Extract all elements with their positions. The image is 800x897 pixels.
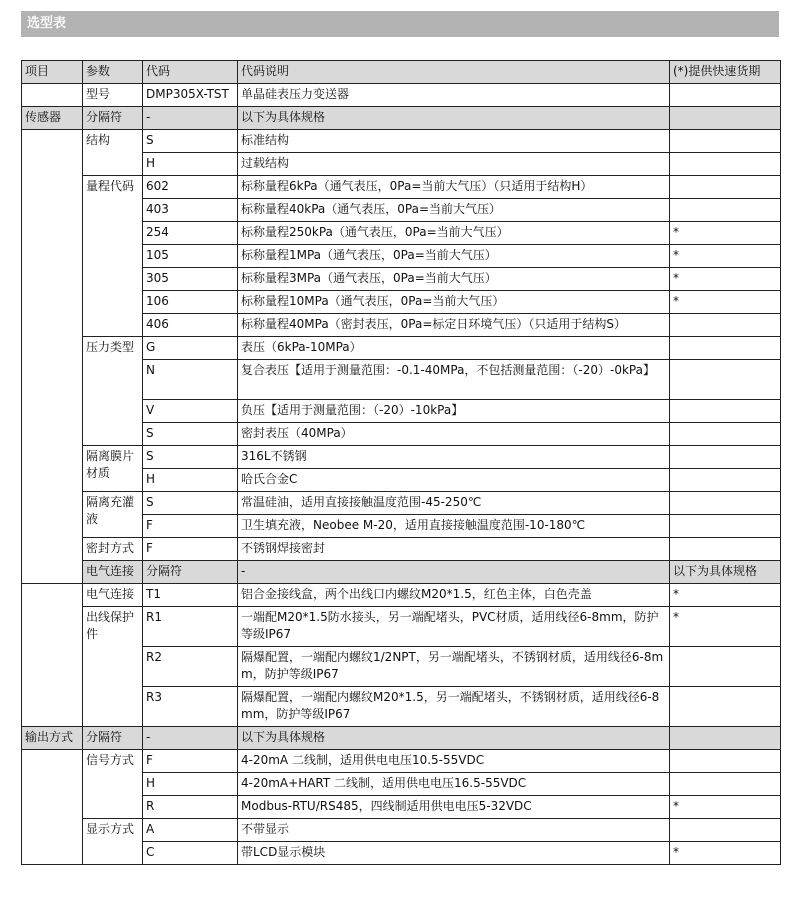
desc-cell: 表压（6kPa-10MPa） bbox=[238, 337, 670, 360]
param-cell: 隔离膜片材质 bbox=[83, 446, 143, 492]
fast-cell bbox=[670, 130, 781, 153]
desc-cell: 标称量程6kPa（通气表压，0Pa=当前大气压）（只适用于结构H） bbox=[238, 176, 670, 199]
item-cell bbox=[22, 84, 83, 107]
desc-cell: 隔爆配置，一端配内螺纹1/2NPT，另一端配堵头，不锈钢材质，适用线径6-8mm，防护等级IP67 bbox=[238, 647, 670, 687]
code-cell: H bbox=[143, 153, 238, 176]
fast-cell: * bbox=[670, 584, 781, 607]
param-cell: 型号 bbox=[83, 84, 143, 107]
header-cell: 代码 bbox=[143, 61, 238, 84]
code-cell: - bbox=[143, 727, 238, 750]
fast-cell bbox=[670, 360, 781, 400]
fast-cell bbox=[670, 153, 781, 176]
desc-cell: 卫生填充液，Neobee M-20，适用直接接触温度范围-10-180℃ bbox=[238, 515, 670, 538]
desc-cell: 以下为具体规格 bbox=[238, 107, 670, 130]
code-cell: T1 bbox=[143, 584, 238, 607]
param-cell: 压力类型 bbox=[83, 337, 143, 446]
table-row bbox=[22, 584, 781, 607]
param-cell: 量程代码 bbox=[83, 176, 143, 337]
code-cell: - bbox=[238, 561, 670, 584]
fast-cell bbox=[670, 84, 781, 107]
desc-cell: 标准结构 bbox=[238, 130, 670, 153]
fast-cell bbox=[670, 469, 781, 492]
param-cell: 分隔符 bbox=[83, 107, 143, 130]
param-cell: 出线保护件 bbox=[83, 607, 143, 727]
fast-cell bbox=[670, 727, 781, 750]
code-cell: R2 bbox=[143, 647, 238, 687]
desc-cell: 铝合金接线盒，两个出线口内螺纹M20*1.5，红色主体，白色壳盖 bbox=[238, 584, 670, 607]
code-cell: V bbox=[143, 400, 238, 423]
param-cell: 结构 bbox=[83, 130, 143, 176]
item-cell bbox=[22, 750, 83, 865]
fast-cell bbox=[670, 647, 781, 687]
desc-cell: 标称量程10MPa（通气表压，0Pa=当前大气压） bbox=[238, 291, 670, 314]
fast-cell bbox=[670, 515, 781, 538]
fast-cell bbox=[670, 176, 781, 199]
fast-cell bbox=[670, 107, 781, 130]
desc-cell: 复合表压【适用于测量范围：-0.1-40MPa，不包括测量范围：（-20）-0kPa】 bbox=[238, 360, 670, 400]
table-row bbox=[22, 84, 781, 107]
fast-cell bbox=[670, 687, 781, 727]
code-cell: A bbox=[143, 819, 238, 842]
desc-cell: 负压【适用于测量范围：（-20）-10kPa】 bbox=[238, 400, 670, 423]
table-row bbox=[22, 446, 781, 469]
separator-row bbox=[22, 107, 781, 130]
item-cell: 输出方式 bbox=[22, 727, 83, 750]
param-cell: 信号方式 bbox=[83, 750, 143, 819]
code-cell: S bbox=[143, 492, 238, 515]
desc-cell: 以下为具体规格 bbox=[238, 727, 670, 750]
desc-cell: 密封表压（40MPa） bbox=[238, 423, 670, 446]
code-cell: S bbox=[143, 446, 238, 469]
desc-cell: 4-20mA+HART 二线制，适用供电电压16.5-55VDC bbox=[238, 773, 670, 796]
table-row bbox=[22, 337, 781, 360]
param-cell: 显示方式 bbox=[83, 819, 143, 865]
fast-cell bbox=[670, 446, 781, 469]
desc-cell: 单晶硅表压力变送器 bbox=[238, 84, 670, 107]
fast-cell: * bbox=[670, 796, 781, 819]
code-cell: 105 bbox=[143, 245, 238, 268]
fast-cell: * bbox=[670, 842, 781, 865]
desc-cell: 标称量程40MPa（密封表压，0Pa=标定日环境气压）（只适用于结构S） bbox=[238, 314, 670, 337]
fast-cell bbox=[670, 199, 781, 222]
desc-cell: 隔爆配置，一端配内螺纹M20*1.5，另一端配堵头，不锈钢材质，适用线径6-8mm，防护等级IP67 bbox=[238, 687, 670, 727]
desc-cell: 4-20mA 二线制，适用供电电压10.5-55VDC bbox=[238, 750, 670, 773]
code-cell: G bbox=[143, 337, 238, 360]
code-cell: F bbox=[143, 750, 238, 773]
desc-cell: 过载结构 bbox=[238, 153, 670, 176]
fast-cell bbox=[670, 819, 781, 842]
fast-cell bbox=[670, 400, 781, 423]
header-cell: 项目 bbox=[22, 61, 83, 84]
param-cell: 分隔符 bbox=[143, 561, 238, 584]
table-row bbox=[22, 538, 781, 561]
desc-cell: 常温硅油，适用直接接触温度范围-45-250℃ bbox=[238, 492, 670, 515]
desc-cell: 标称量程40kPa（通气表压，0Pa=当前大气压） bbox=[238, 199, 670, 222]
desc-cell: Modbus-RTU/RS485，四线制适用供电电压5-32VDC bbox=[238, 796, 670, 819]
desc-cell: 哈氏合金C bbox=[238, 469, 670, 492]
separator-row bbox=[22, 727, 781, 750]
desc-cell: 一端配M20*1.5防水接头，另一端配堵头，PVC材质，适用线径6-8mm，防护等级IP67 bbox=[238, 607, 670, 647]
table-row bbox=[22, 750, 781, 773]
desc-cell: 标称量程3MPa（通气表压，0Pa=当前大气压） bbox=[238, 268, 670, 291]
section-title: 选型表 bbox=[21, 11, 779, 37]
code-cell: 602 bbox=[143, 176, 238, 199]
table-row bbox=[22, 492, 781, 515]
code-cell: 305 bbox=[143, 268, 238, 291]
separator-row bbox=[22, 561, 781, 584]
selection-table bbox=[21, 60, 781, 865]
item-cell bbox=[22, 584, 83, 727]
table-row bbox=[22, 607, 781, 647]
code-cell: C bbox=[143, 842, 238, 865]
fast-cell bbox=[670, 337, 781, 360]
header-cell: 代码说明 bbox=[238, 61, 670, 84]
param-cell: 隔离充灌液 bbox=[83, 492, 143, 538]
code-cell: 254 bbox=[143, 222, 238, 245]
header-cell: 参数 bbox=[83, 61, 143, 84]
fast-cell bbox=[670, 750, 781, 773]
code-cell: H bbox=[143, 773, 238, 796]
desc-cell: 不带显示 bbox=[238, 819, 670, 842]
code-cell: S bbox=[143, 130, 238, 153]
param-cell: 分隔符 bbox=[83, 727, 143, 750]
fast-cell bbox=[670, 314, 781, 337]
desc-cell: 不锈钢焊接密封 bbox=[238, 538, 670, 561]
code-cell: R bbox=[143, 796, 238, 819]
code-cell: 106 bbox=[143, 291, 238, 314]
fast-cell: * bbox=[670, 268, 781, 291]
param-cell: 密封方式 bbox=[83, 538, 143, 561]
fast-cell: * bbox=[670, 607, 781, 647]
desc-cell: 标称量程250kPa（通气表压，0Pa=当前大气压） bbox=[238, 222, 670, 245]
fast-cell bbox=[670, 538, 781, 561]
table-row bbox=[22, 819, 781, 842]
code-cell: N bbox=[143, 360, 238, 400]
fast-cell: * bbox=[670, 291, 781, 314]
code-cell: F bbox=[143, 515, 238, 538]
desc-cell: 以下为具体规格 bbox=[670, 561, 781, 584]
code-cell: 406 bbox=[143, 314, 238, 337]
item-cell: 传感器 bbox=[22, 107, 83, 130]
table-row bbox=[22, 176, 781, 199]
fast-cell: * bbox=[670, 222, 781, 245]
code-cell: DMP305X-TST bbox=[143, 84, 238, 107]
code-cell: - bbox=[143, 107, 238, 130]
code-cell: 403 bbox=[143, 199, 238, 222]
header-cell: (*)提供快速货期 bbox=[670, 61, 781, 84]
fast-cell bbox=[670, 773, 781, 796]
code-cell: R1 bbox=[143, 607, 238, 647]
code-cell: F bbox=[143, 538, 238, 561]
fast-cell bbox=[670, 423, 781, 446]
fast-cell: * bbox=[670, 245, 781, 268]
table-header-row bbox=[22, 61, 781, 84]
table-row bbox=[22, 130, 781, 153]
desc-cell: 带LCD显示模块 bbox=[238, 842, 670, 865]
fast-cell bbox=[670, 492, 781, 515]
desc-cell: 316L不锈钢 bbox=[238, 446, 670, 469]
code-cell: S bbox=[143, 423, 238, 446]
item-cell bbox=[22, 130, 83, 584]
item-cell: 电气连接 bbox=[83, 561, 143, 584]
code-cell: R3 bbox=[143, 687, 238, 727]
code-cell: H bbox=[143, 469, 238, 492]
param-cell: 电气连接 bbox=[83, 584, 143, 607]
desc-cell: 标称量程1MPa（通气表压，0Pa=当前大气压） bbox=[238, 245, 670, 268]
